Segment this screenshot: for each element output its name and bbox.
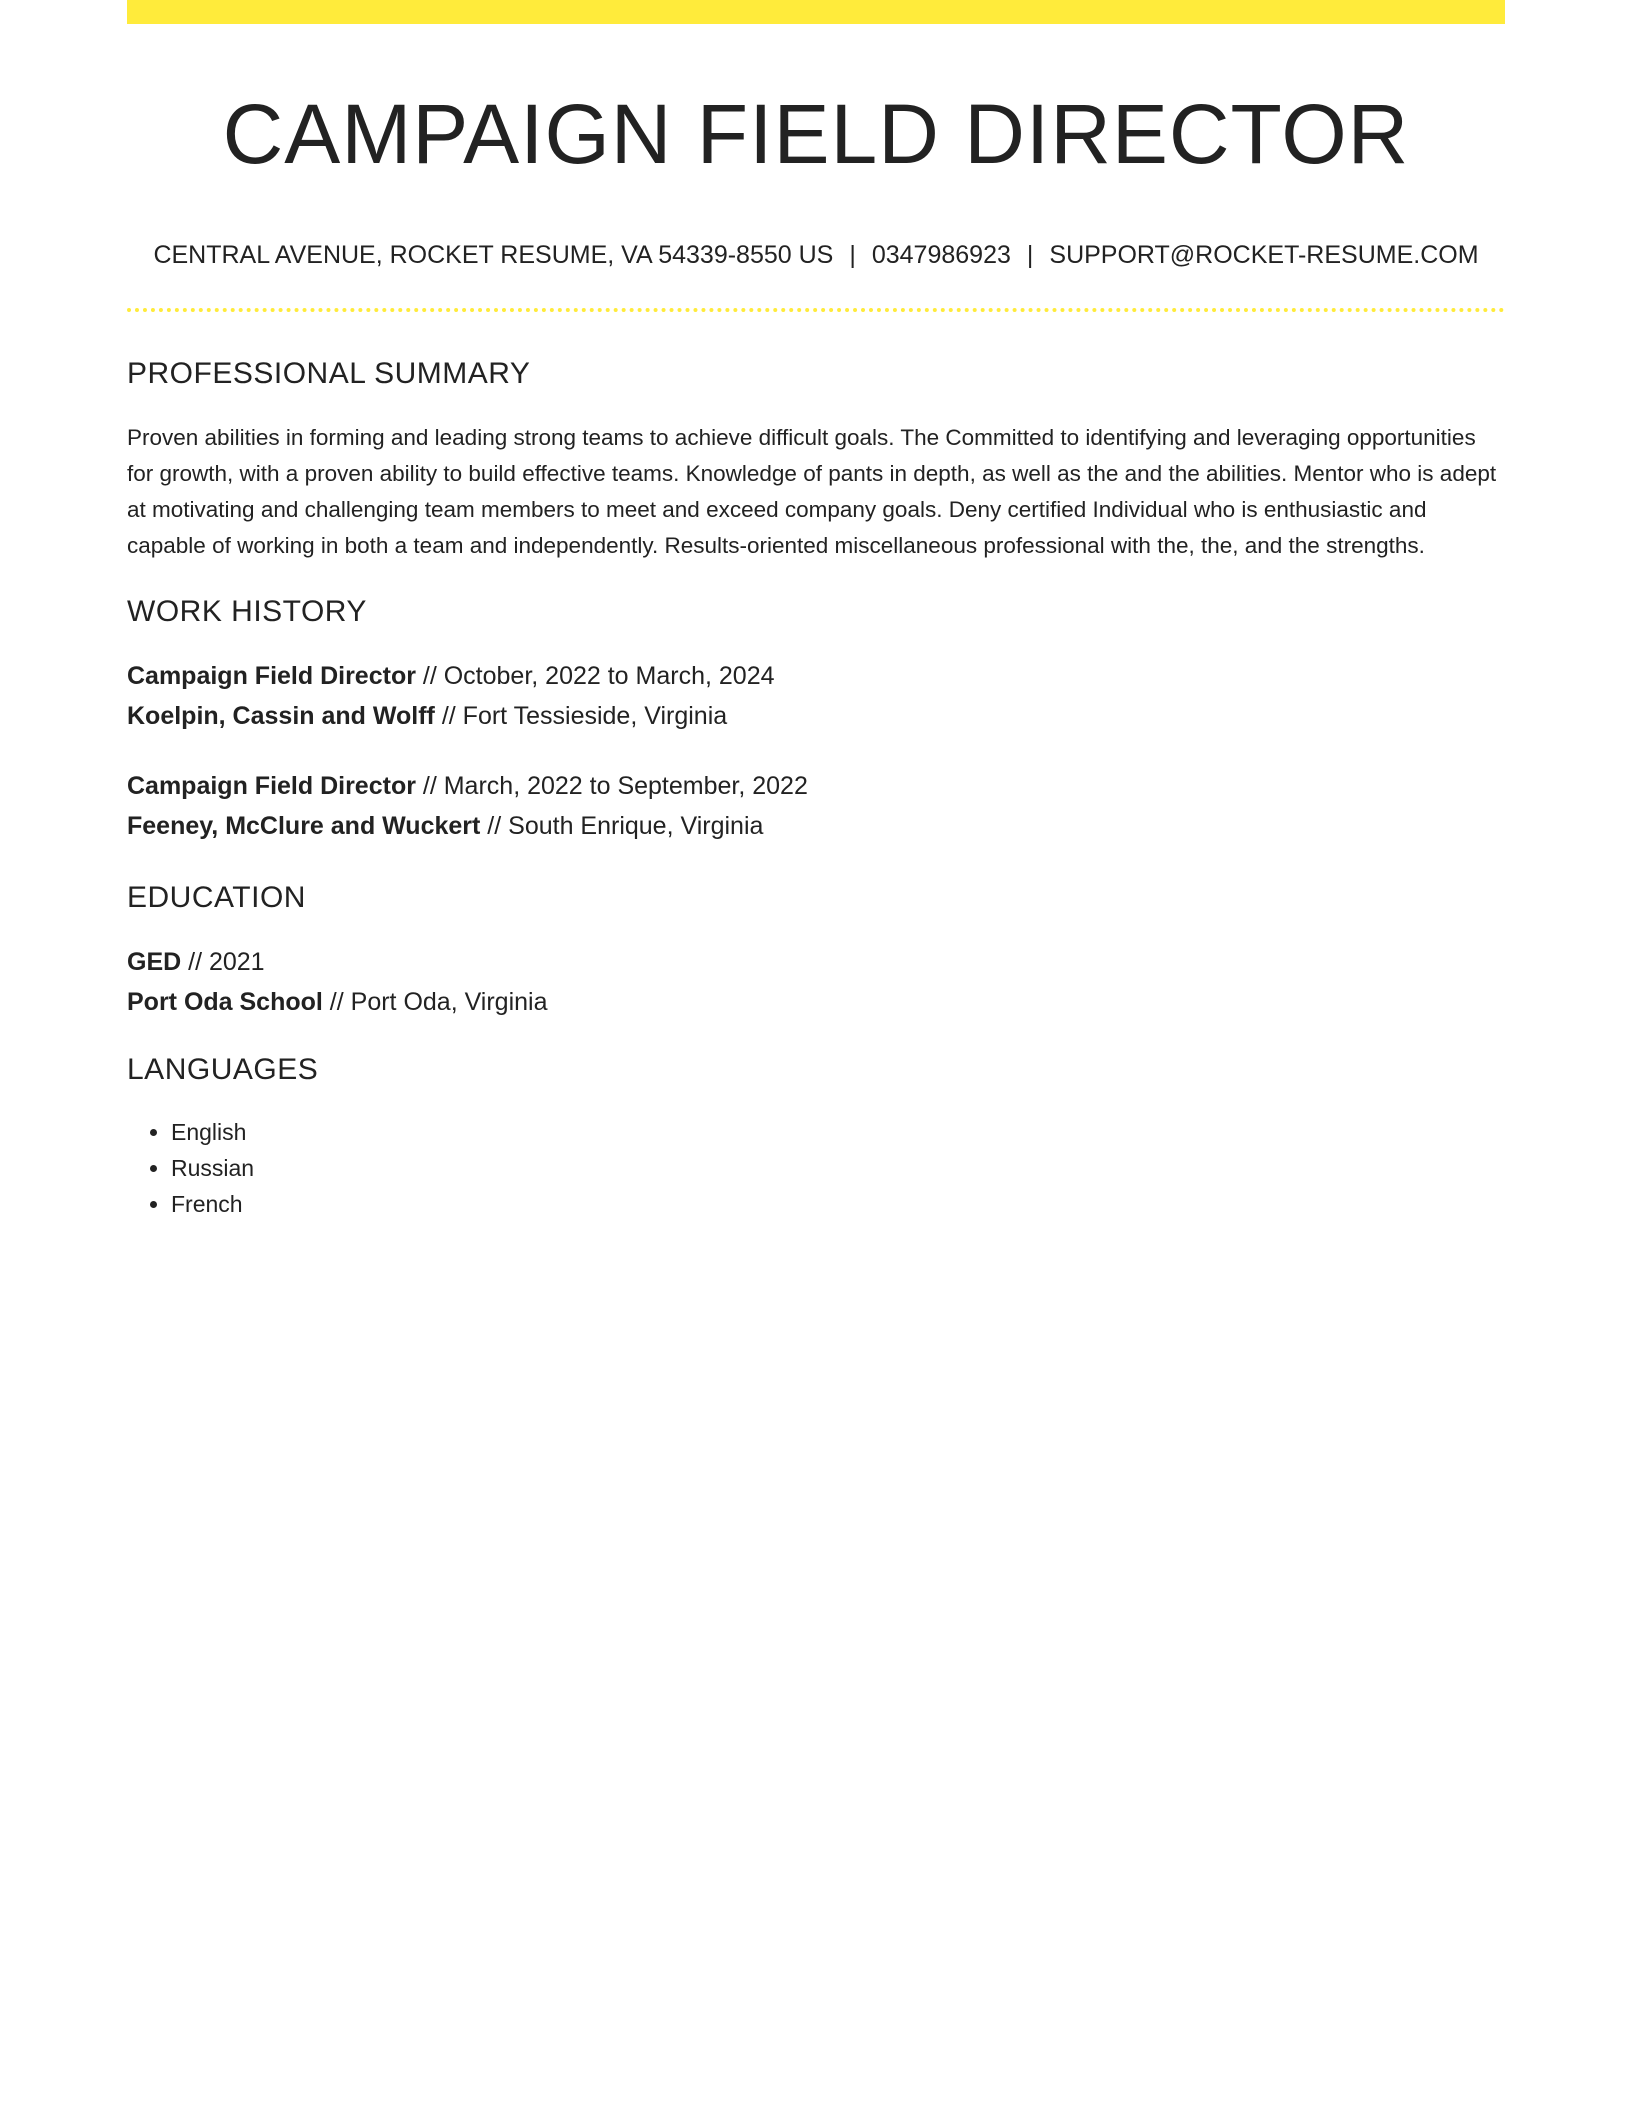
section-heading-education: EDUCATION	[127, 880, 306, 914]
language-item: • French	[171, 1186, 1505, 1222]
job-title: Campaign Field Director	[127, 661, 416, 690]
job-location: // Fort Tessieside, Virginia	[434, 701, 728, 730]
contact-phone: 0347986923	[871, 240, 1011, 269]
job-dates: // March, 2022 to September, 2022	[415, 771, 808, 800]
contact-email: SUPPORT@ROCKET-RESUME.COM	[1049, 240, 1479, 269]
education-school-line	[127, 982, 1505, 1022]
resume-page	[127, 0, 1505, 1222]
education-year: // 2021	[181, 947, 265, 976]
job-company: Koelpin, Cassin and Wolff	[127, 701, 435, 730]
job-title-line	[127, 656, 1505, 696]
contact-address: CENTRAL AVENUE, ROCKET RESUME, VA 54339-8550 US	[153, 240, 834, 269]
contact-line	[127, 240, 1505, 270]
job-title: Campaign Field Director	[127, 771, 416, 800]
top-accent-bar	[127, 0, 1505, 24]
contact-separator: |	[1026, 240, 1034, 269]
summary-paragraph: Proven abilities in forming and leading strong teams to achieve difficult goals. The Committed to identifying and leveraging opportunities for growth, with a proven ability to build effective teams. Knowledge of pants in depth, as well as the and the abilities. Mentor who is adept at motivating and challenging team members to meet and exceed company goals. Deny certified Individual who is enthusiastic and capable of working in both a team and independently. Results-oriented miscellaneous professional with the, the, and the strengths.	[127, 424, 1497, 558]
job-entry	[127, 766, 1505, 846]
education-degree-line	[127, 942, 1505, 982]
section-heading-languages: LANGUAGES	[127, 1052, 319, 1086]
dotted-divider	[127, 308, 1505, 312]
education-school: Port Oda School	[127, 987, 323, 1016]
job-dates: // October, 2022 to March, 2024	[415, 661, 775, 690]
language-item: • English	[171, 1114, 1505, 1150]
job-company-line	[127, 696, 1505, 736]
resume-title: CAMPAIGN FIELD DIRECTOR	[222, 87, 1410, 181]
section-heading-work-history: WORK HISTORY	[127, 594, 367, 628]
education-location: // Port Oda, Virginia	[322, 987, 548, 1016]
contact-separator: |	[849, 240, 856, 269]
languages-list	[127, 1114, 1505, 1222]
education-degree: GED	[127, 947, 182, 976]
job-company: Feeney, McClure and Wuckert	[127, 811, 481, 840]
job-location: // South Enrique, Virginia	[480, 811, 764, 840]
job-entry	[127, 656, 1505, 736]
section-heading-summary: PROFESSIONAL SUMMARY	[127, 356, 531, 390]
language-item: • Russian	[171, 1150, 1505, 1186]
job-company-line	[127, 806, 1505, 846]
education-entry	[127, 942, 1505, 1022]
job-title-line	[127, 766, 1505, 806]
